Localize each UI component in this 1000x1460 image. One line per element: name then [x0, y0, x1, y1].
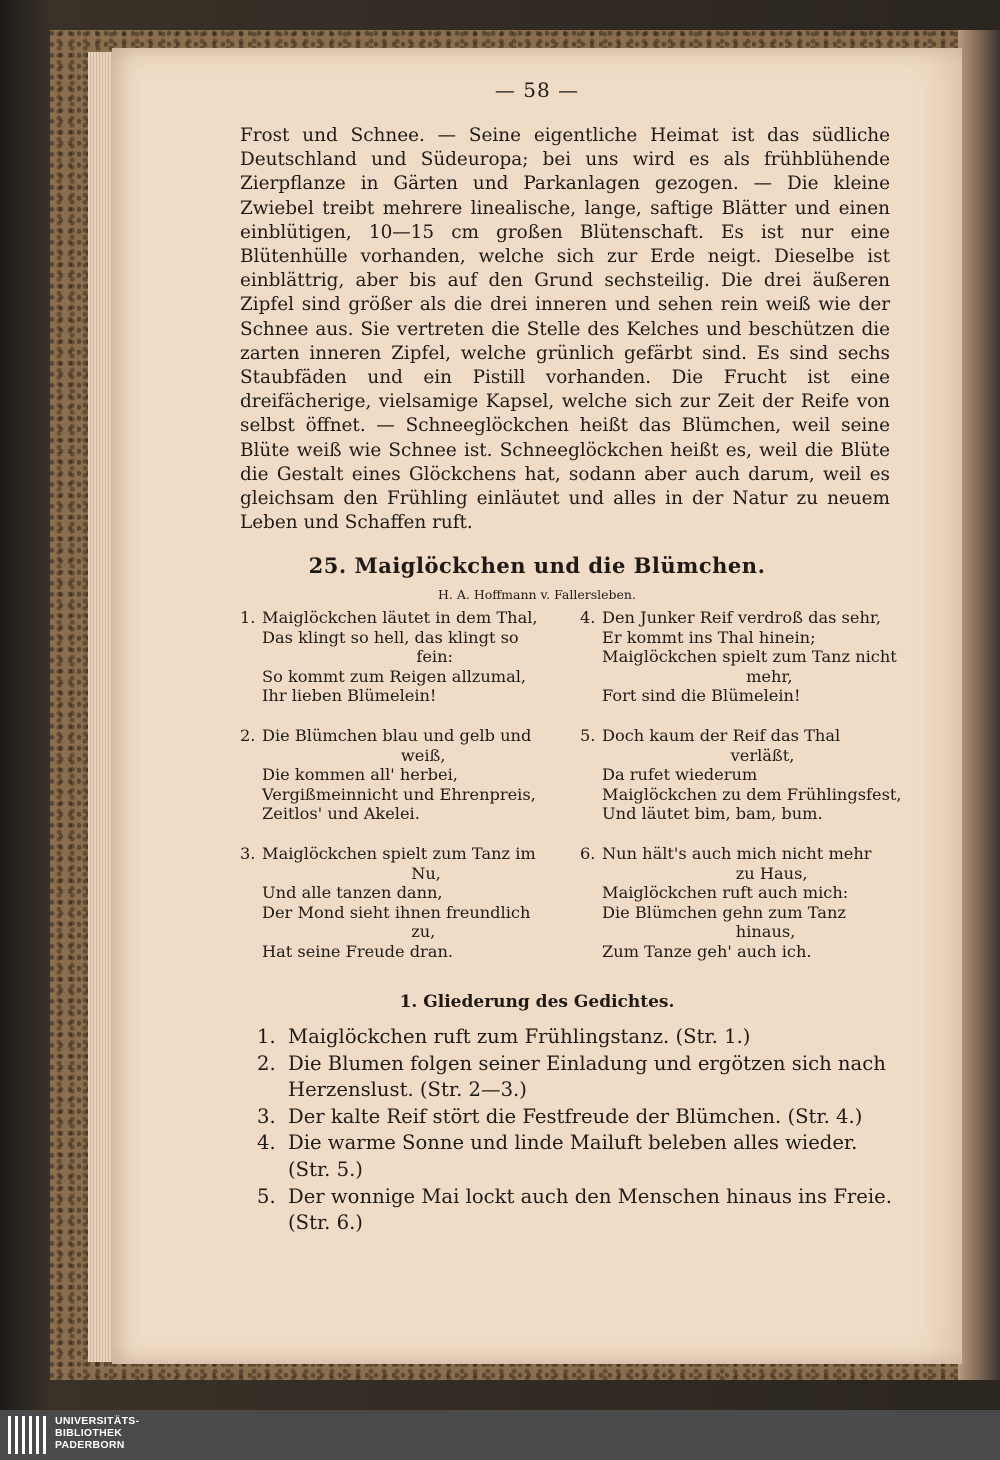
- outline-number: 5.: [257, 1184, 276, 1208]
- stanza-number: 6.: [580, 844, 596, 863]
- library-name-line3: PADERBORN: [55, 1439, 125, 1451]
- poem-title: 25. Maiglöckchen und die Blümchen.: [308, 553, 766, 578]
- stanza-number: 1.: [240, 608, 256, 627]
- outline-number: 3.: [257, 1104, 276, 1128]
- section-heading: 1. Gliederung des Gedichtes.: [399, 992, 675, 1012]
- stanza-1: [240, 608, 577, 706]
- stanza-4: [580, 608, 917, 706]
- outline-text: Die Blumen folgen seiner Einladung und ergötzen sich nach Herzenslust. (Str. 2—3.): [288, 1051, 886, 1102]
- outline-list: [257, 1024, 892, 1237]
- stanza-lines: Maiglöckchen läutet in dem Thal, Das klingt so hell, das klingt so fein: So kommt zum Reigen allzumal, Ihr lieben Blümelein!: [262, 608, 538, 706]
- stanza-lines: Die Blümchen blau und gelb und weiß, Die kommen all' herbei, Vergißmeinnicht und Ehrenpreis, Zeitlos' und Akelei.: [262, 726, 536, 824]
- outline-text: Der wonnige Mai lockt auch den Menschen hinaus ins Freie. (Str. 6.): [288, 1184, 892, 1235]
- library-footer: [0, 1410, 1000, 1460]
- outline-number: 4.: [257, 1131, 276, 1155]
- stanza-number: 2.: [240, 726, 256, 745]
- library-name-line1: UNIVERSITÄTS-: [55, 1415, 140, 1427]
- stanza-lines: Nun hält's auch mich nicht mehr zu Haus, Maiglöckchen ruft auch mich: Die Blümchen gehn zum Tanz hinaus, Zum Tanze geh' auch ich.: [602, 844, 872, 961]
- outline-text: Der kalte Reif stört die Festfreude der Blümchen. (Str. 4.): [288, 1104, 863, 1128]
- library-name[interactable]: [55, 1415, 139, 1451]
- stanza-2: [240, 726, 577, 824]
- library-name-line2: BIBLIOTHEK: [55, 1427, 123, 1439]
- outline-item: [257, 1024, 892, 1051]
- intro-paragraph: Frost und Schnee. — Seine eigentliche Heimat ist das südliche Deutschland und Südeuropa; bei uns wird es als frühblühende Zierpflanze in Gärten und Parkanlagen gezogen. — Die kleine Zwiebel treibt mehrere linealische, lange, saftige Blätter und einen einblütigen, 10—15 cm großen Blütenschaft. Es ist nur eine Blütenhülle vorhanden, welche sich zur Erde neigt. Dieselbe ist einblättrig, aber bis auf den Grund sechsteilig. Die drei äußeren Zipfel sind größer als die drei inneren und sehen rein weiß wie der Schnee aus. Sie vertreten die Stelle des Kelches und beschützen die zarten inneren Zipfel, welche grünlich gefärbt sind. Es sind sechs Staubfäden und ein Pistill vorhanden. Die Frucht ist eine dreifächerige, vielsamige Kapsel, welche sich zur Zeit der Reife von selbst öffnet. — Schneeglöckchen heißt das Blümchen, weil seine Blüte weiß wie Schnee ist. Schneeglöckchen heißt es, weil die Blüte die Gestalt eines Glöckchens hat, sodann aber auch darum, weil es gleichsam den Frühling einläutet und alles in der Natur zu neuem Leben und Schaffen ruft.: [240, 125, 890, 534]
- poem-author: H. A. Hoffmann v. Fallersleben.: [438, 587, 636, 602]
- outline-item: [257, 1130, 892, 1183]
- outline-item: [257, 1051, 892, 1104]
- stanza-3: [240, 844, 577, 962]
- outline-number: 1.: [257, 1025, 276, 1048]
- outline-item: [257, 1104, 892, 1131]
- stanza-lines: Doch kaum der Reif das Thal verläßt, Da rufet wiederum Maiglöckchen zu dem Frühlingsfest, Und läutet bim, bam, bum.: [602, 726, 902, 824]
- stanza-number: 3.: [240, 844, 256, 863]
- outline-text: Maiglöckchen ruft zum Frühlingstanz. (Str. 1.): [288, 1025, 751, 1048]
- book-page: [112, 48, 962, 1364]
- outline-text: Die warme Sonne und linde Mailuft beleben alles wieder. (Str. 5.): [288, 1131, 858, 1181]
- outline-item: [257, 1184, 892, 1237]
- right-page-edge: [958, 30, 1000, 1380]
- stanza-6: [580, 844, 917, 962]
- stanza-number: 5.: [580, 726, 596, 745]
- stanza-lines: Den Junker Reif verdroß das sehr, Er kommt ins Thal hinein; Maiglöckchen spielt zum Tanz nicht mehr, Fort sind die Blümelein!: [602, 608, 897, 706]
- page-number: — 58 —: [494, 78, 580, 102]
- outline-number: 2.: [257, 1051, 276, 1075]
- stanza-lines: Maiglöckchen spielt zum Tanz im Nu, Und alle tanzen dann, Der Mond sieht ihnen freundlich zu, Hat seine Freude dran.: [262, 844, 536, 961]
- stanza-5: [580, 726, 917, 824]
- library-barcode-logo-icon[interactable]: [8, 1416, 50, 1454]
- stanza-number: 4.: [580, 608, 596, 627]
